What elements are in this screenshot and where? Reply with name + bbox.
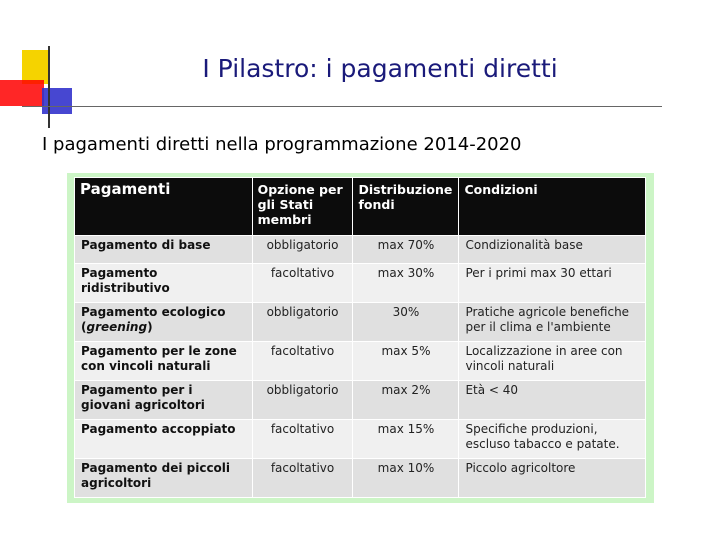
- slide-subtitle: I pagamenti diretti nella programmazione 2014-2020: [42, 134, 522, 155]
- decor-red-square: [0, 80, 44, 106]
- cell-pagamento: Pagamento per i giovani agricoltori: [75, 381, 253, 420]
- cell-condizioni: Specifiche produzioni, escluso tabacco e patate.: [459, 420, 646, 459]
- cell-opzione: facoltativo: [252, 420, 353, 459]
- cell-distribuzione: max 10%: [353, 459, 459, 498]
- cell-condizioni: Piccolo agricoltore: [459, 459, 646, 498]
- cell-distribuzione: max 30%: [353, 264, 459, 303]
- cell-pagamento: Pagamento per le zone con vincoli naturali: [75, 342, 253, 381]
- cell-distribuzione: max 5%: [353, 342, 459, 381]
- cell-pagamento: Pagamento dei piccoli agricoltori: [75, 459, 253, 498]
- cell-distribuzione: max 2%: [353, 381, 459, 420]
- cell-distribuzione: 30%: [353, 303, 459, 342]
- payments-table: [74, 177, 646, 498]
- cell-opzione: obbligatorio: [252, 381, 353, 420]
- cell-condizioni: Condizionalità base: [459, 236, 646, 264]
- cell-pagamento: Pagamento ridistributivo: [75, 264, 253, 303]
- decor-horizontal-line: [22, 106, 662, 107]
- cell-condizioni: Pratiche agricole benefiche per il clima e l'ambiente: [459, 303, 646, 342]
- slide-title: I Pilastro: i pagamenti diretti: [202, 54, 558, 83]
- header-opzione: Opzione per gli Stati membri: [252, 178, 353, 236]
- header-distribuzione: Distribuzione fondi: [353, 178, 459, 236]
- cell-pagamento: Pagamento di base: [75, 236, 253, 264]
- table-row: [75, 420, 646, 459]
- table-row: [75, 381, 646, 420]
- cell-condizioni: Età < 40: [459, 381, 646, 420]
- cell-opzione: facoltativo: [252, 264, 353, 303]
- decor-blue-square: [42, 88, 72, 114]
- cell-condizioni: Per i primi max 30 ettari: [459, 264, 646, 303]
- cell-opzione: facoltativo: [252, 459, 353, 498]
- cell-distribuzione: max 15%: [353, 420, 459, 459]
- cell-distribuzione: max 70%: [353, 236, 459, 264]
- table-row: [75, 264, 646, 303]
- cell-condizioni: Localizzazione in aree con vincoli naturali: [459, 342, 646, 381]
- table-row: [75, 236, 646, 264]
- header-pagamenti: Pagamenti: [75, 178, 253, 236]
- cell-pagamento-text: Pagamento ecologico: [81, 305, 226, 319]
- cell-pagamento: Pagamento ecologico (greening): [75, 303, 253, 342]
- cell-pagamento-note: greening: [86, 320, 148, 334]
- table-row: [75, 459, 646, 498]
- cell-opzione: obbligatorio: [252, 303, 353, 342]
- table-row: [75, 303, 646, 342]
- header-condizioni: Condizioni: [459, 178, 646, 236]
- cell-opzione: facoltativo: [252, 342, 353, 381]
- cell-pagamento: Pagamento accoppiato: [75, 420, 253, 459]
- cell-opzione: obbligatorio: [252, 236, 353, 264]
- table-row: [75, 342, 646, 381]
